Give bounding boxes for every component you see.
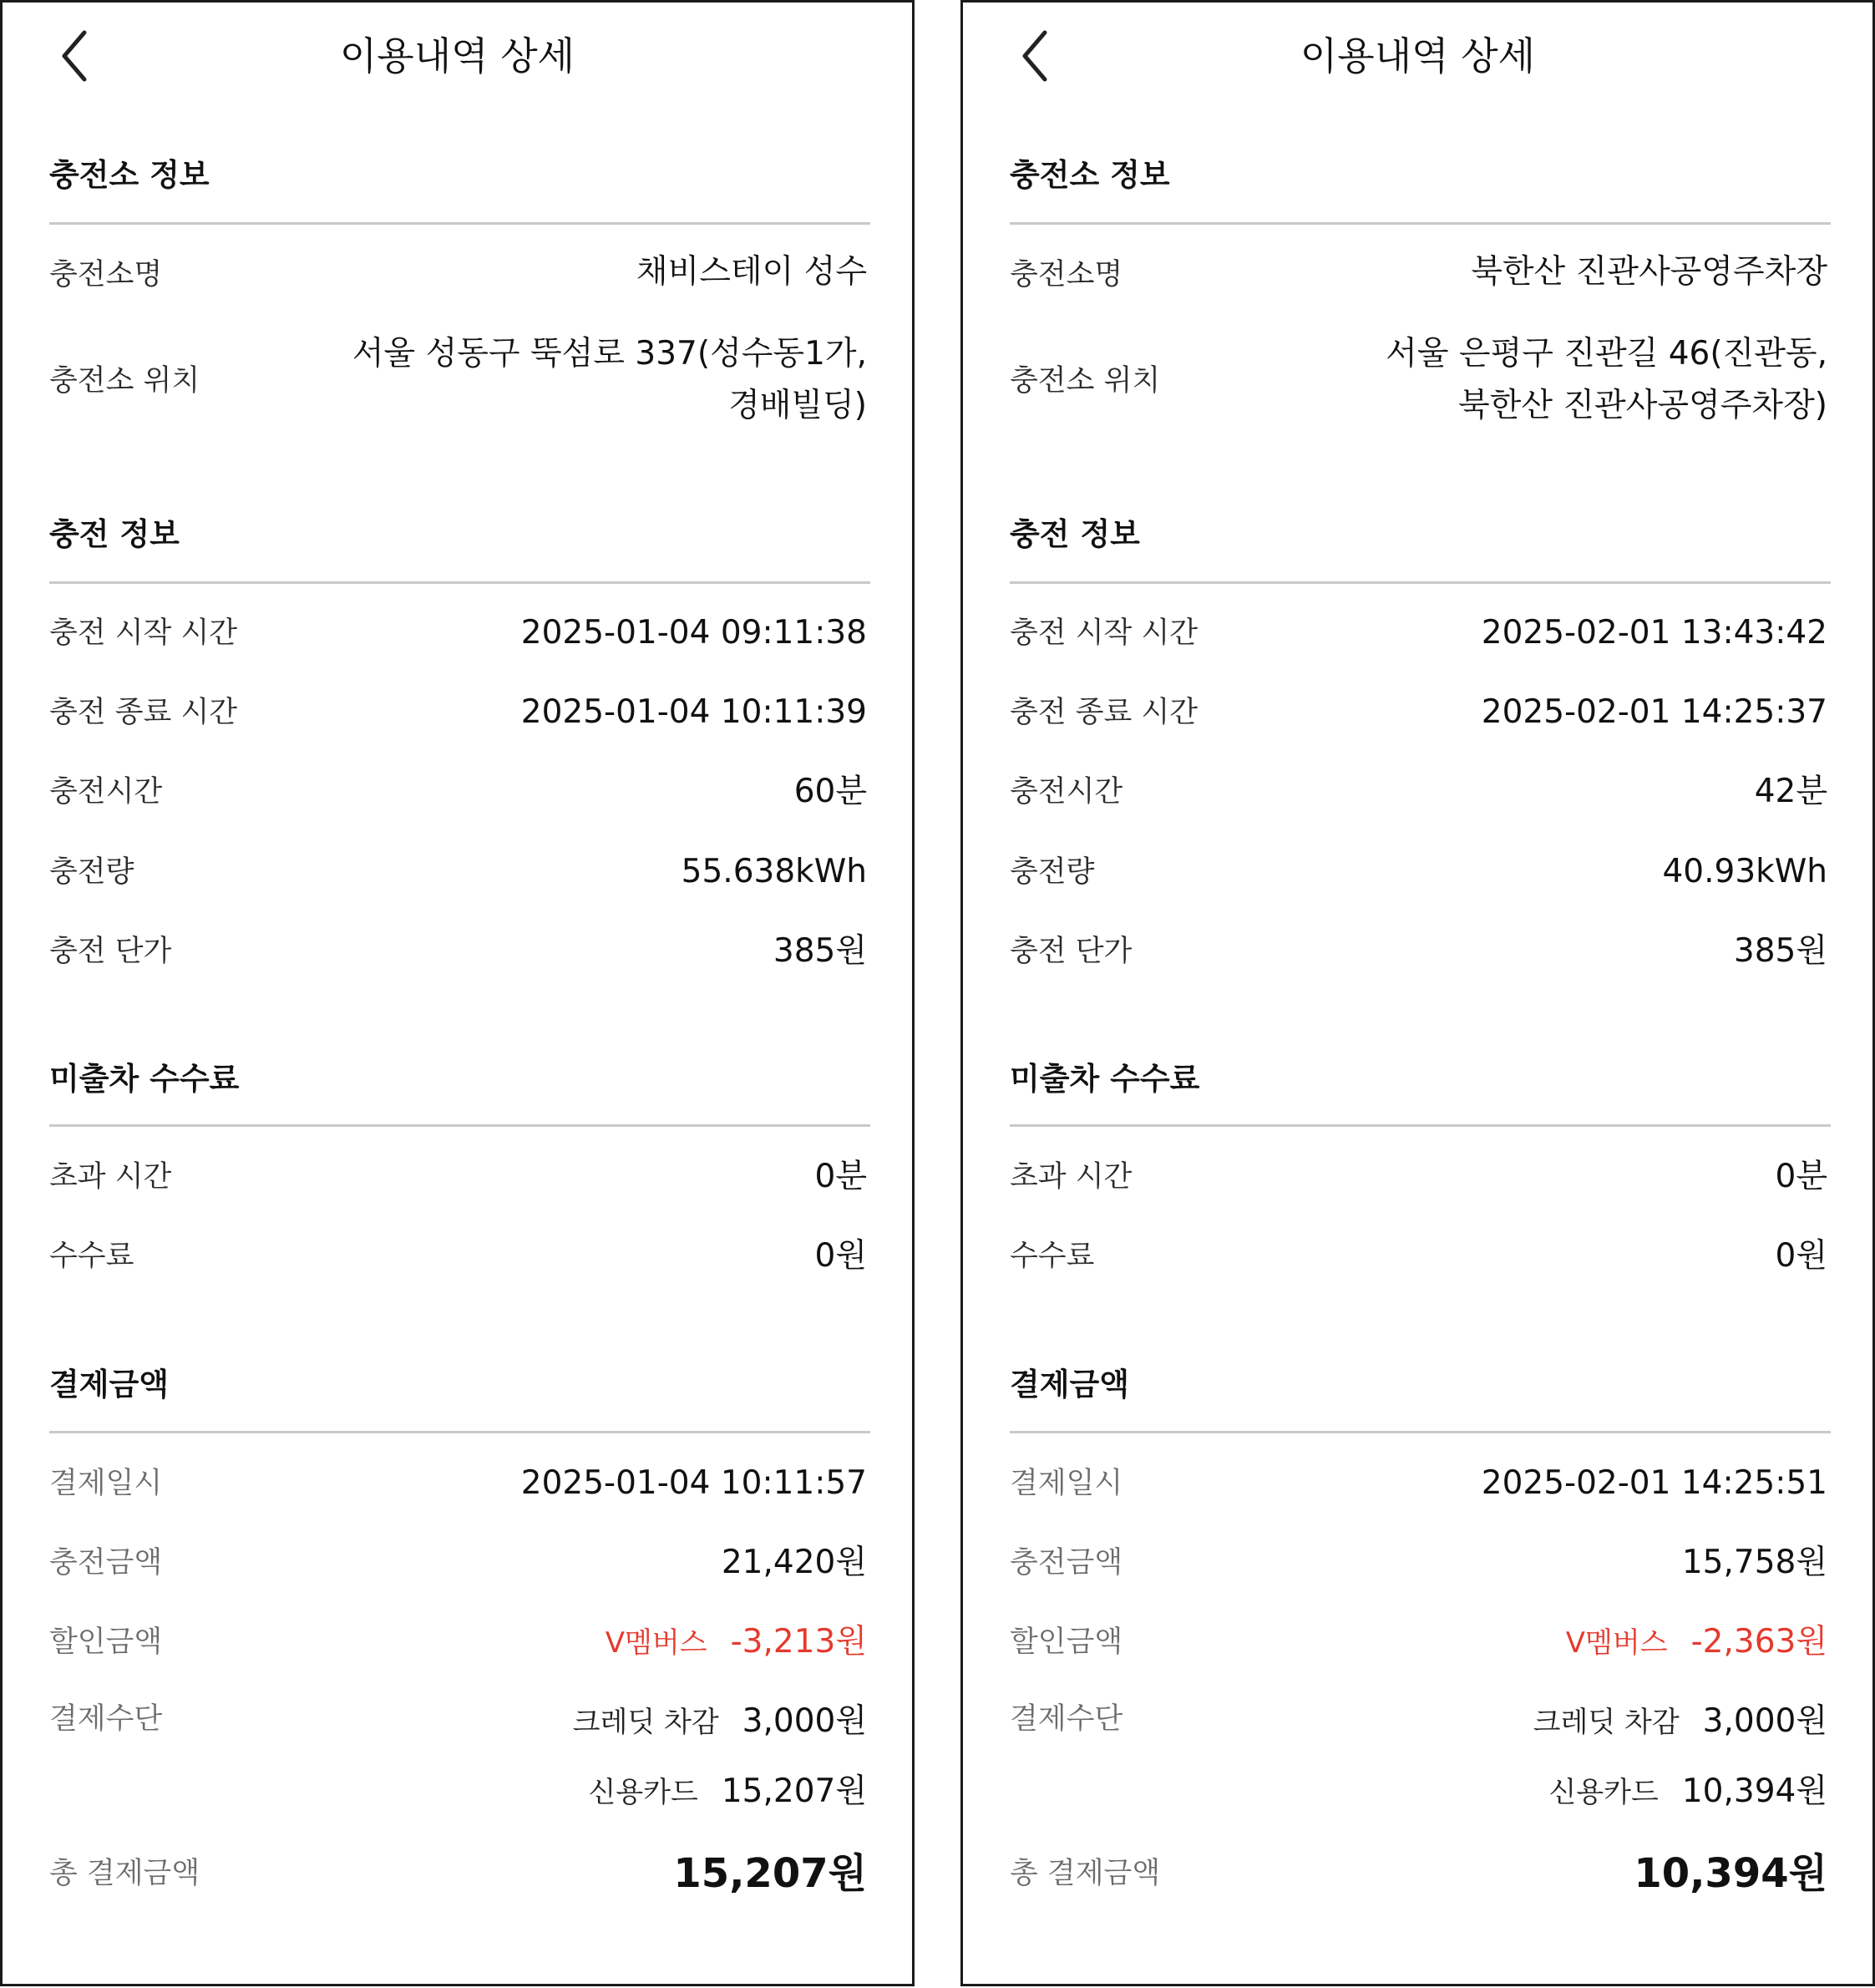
credit-tag: 크레딧 차감 <box>1533 1706 1680 1739</box>
section-title-fee: 미출차 수수료 <box>49 1061 240 1097</box>
discount-tag: V멤버스 <box>605 1626 707 1660</box>
total-value: 10,394원 <box>1634 1850 1827 1897</box>
fee-value: 0원 <box>814 1237 867 1275</box>
station-location-line1: 서울 성동구 뚝섬로 337(성수동1가, <box>352 335 867 373</box>
fee-value: 0원 <box>1775 1237 1827 1275</box>
payment-method-label: 결제수단 <box>1010 1702 1123 1736</box>
charge-end-value: 2025-01-04 10:11:39 <box>520 693 867 731</box>
usage-detail-screen-1 <box>0 0 915 1986</box>
charge-duration-value: 42분 <box>1754 773 1827 810</box>
charge-amount-value: 40.93kWh <box>1662 853 1827 890</box>
discount-label: 할인금액 <box>1010 1625 1123 1659</box>
discount-value: -3,213원 <box>730 1623 867 1661</box>
station-name-label: 충전소명 <box>49 258 163 292</box>
charge-duration-label: 충전시간 <box>49 775 163 809</box>
section-title-station: 충전소 정보 <box>49 157 210 193</box>
station-name-value: 채비스테이 성수 <box>636 253 867 291</box>
card-row <box>588 1771 867 1813</box>
charge-price-label: 충전금액 <box>1010 1546 1123 1580</box>
charge-price-label: 충전금액 <box>49 1546 163 1580</box>
station-name-label: 충전소명 <box>1010 258 1123 292</box>
card-tag: 신용카드 <box>588 1776 698 1809</box>
card-row <box>1548 1771 1827 1813</box>
divider <box>1010 1431 1831 1433</box>
charge-end-value: 2025-02-01 14:25:37 <box>1481 693 1827 731</box>
page-title: 이용내역 상세 <box>339 33 575 79</box>
payment-date-label: 결제일시 <box>49 1467 163 1500</box>
station-location-line2: 경배빌딩) <box>728 387 867 424</box>
section-title-station: 충전소 정보 <box>1010 157 1170 193</box>
payment-date-value: 2025-01-04 10:11:57 <box>520 1464 867 1502</box>
total-value: 15,207원 <box>673 1850 867 1897</box>
station-location-value <box>115 328 867 432</box>
charge-duration-value: 60분 <box>793 773 867 810</box>
charge-amount-label: 충전량 <box>49 855 134 889</box>
card-value: 15,207원 <box>721 1772 867 1810</box>
charge-amount-label: 충전량 <box>1010 855 1095 889</box>
station-location-value <box>1076 328 1827 432</box>
usage-detail-screen-2 <box>960 0 1875 1986</box>
section-title-charge: 충전 정보 <box>1010 516 1140 552</box>
station-location-line2: 북한산 진관사공영주차장) <box>1457 387 1827 424</box>
discount-row <box>606 1621 867 1664</box>
credit-tag: 크레딧 차감 <box>572 1706 719 1739</box>
divider <box>1010 1124 1831 1127</box>
unit-price-label: 충전 단가 <box>49 935 172 968</box>
card-value: 10,394원 <box>1681 1772 1827 1810</box>
credit-row <box>1533 1701 1827 1743</box>
unit-price-label: 충전 단가 <box>1010 935 1133 968</box>
over-time-label: 초과 시간 <box>49 1160 172 1194</box>
charge-end-label: 충전 종료 시간 <box>1010 696 1198 729</box>
charge-duration-label: 충전시간 <box>1010 775 1123 809</box>
charge-start-value: 2025-02-01 13:43:42 <box>1481 614 1827 652</box>
over-time-value: 0분 <box>1775 1158 1827 1195</box>
station-location-label: 충전소 위치 <box>49 364 200 398</box>
discount-label: 할인금액 <box>49 1625 163 1659</box>
divider <box>49 1124 870 1127</box>
total-label: 총 결제금액 <box>49 1857 200 1890</box>
charge-start-value: 2025-01-04 09:11:38 <box>520 614 867 652</box>
section-title-fee: 미출차 수수료 <box>1010 1061 1200 1097</box>
section-title-payment: 결제금액 <box>1010 1367 1129 1402</box>
divider <box>49 581 870 584</box>
charge-amount-value: 55.638kWh <box>681 853 867 890</box>
total-label: 총 결제금액 <box>1010 1857 1161 1890</box>
section-title-charge: 충전 정보 <box>49 516 180 552</box>
charge-price-value: 21,420원 <box>721 1544 867 1581</box>
charge-price-value: 15,758원 <box>1681 1544 1827 1581</box>
fee-label: 수수료 <box>49 1240 134 1273</box>
discount-value: -2,363원 <box>1690 1623 1827 1661</box>
credit-value: 3,000원 <box>742 1702 867 1740</box>
divider <box>49 1431 870 1433</box>
card-tag: 신용카드 <box>1548 1776 1659 1809</box>
charge-start-label: 충전 시작 시간 <box>1010 616 1198 650</box>
divider <box>49 222 870 225</box>
unit-price-value: 385원 <box>773 932 867 970</box>
over-time-value: 0분 <box>814 1158 867 1195</box>
station-location-label: 충전소 위치 <box>1010 364 1161 398</box>
app-header <box>963 3 1872 111</box>
payment-date-value: 2025-02-01 14:25:51 <box>1481 1464 1827 1502</box>
section-title-payment: 결제금액 <box>49 1367 169 1402</box>
discount-row <box>1566 1621 1827 1664</box>
page-title: 이용내역 상세 <box>1300 33 1536 79</box>
app-header <box>3 3 912 111</box>
charge-start-label: 충전 시작 시간 <box>49 616 238 650</box>
station-name-value: 북한산 진관사공영주차장 <box>1471 253 1827 291</box>
fee-label: 수수료 <box>1010 1240 1095 1273</box>
unit-price-value: 385원 <box>1733 932 1827 970</box>
credit-row <box>573 1701 867 1743</box>
divider <box>1010 581 1831 584</box>
over-time-label: 초과 시간 <box>1010 1160 1133 1194</box>
charge-end-label: 충전 종료 시간 <box>49 696 238 729</box>
discount-tag: V멤버스 <box>1565 1626 1668 1660</box>
payment-method-label: 결제수단 <box>49 1702 163 1736</box>
divider <box>1010 222 1831 225</box>
station-location-line1: 서울 은평구 진관길 46(진관동, <box>1386 335 1827 373</box>
payment-date-label: 결제일시 <box>1010 1467 1123 1500</box>
credit-value: 3,000원 <box>1702 1702 1827 1740</box>
